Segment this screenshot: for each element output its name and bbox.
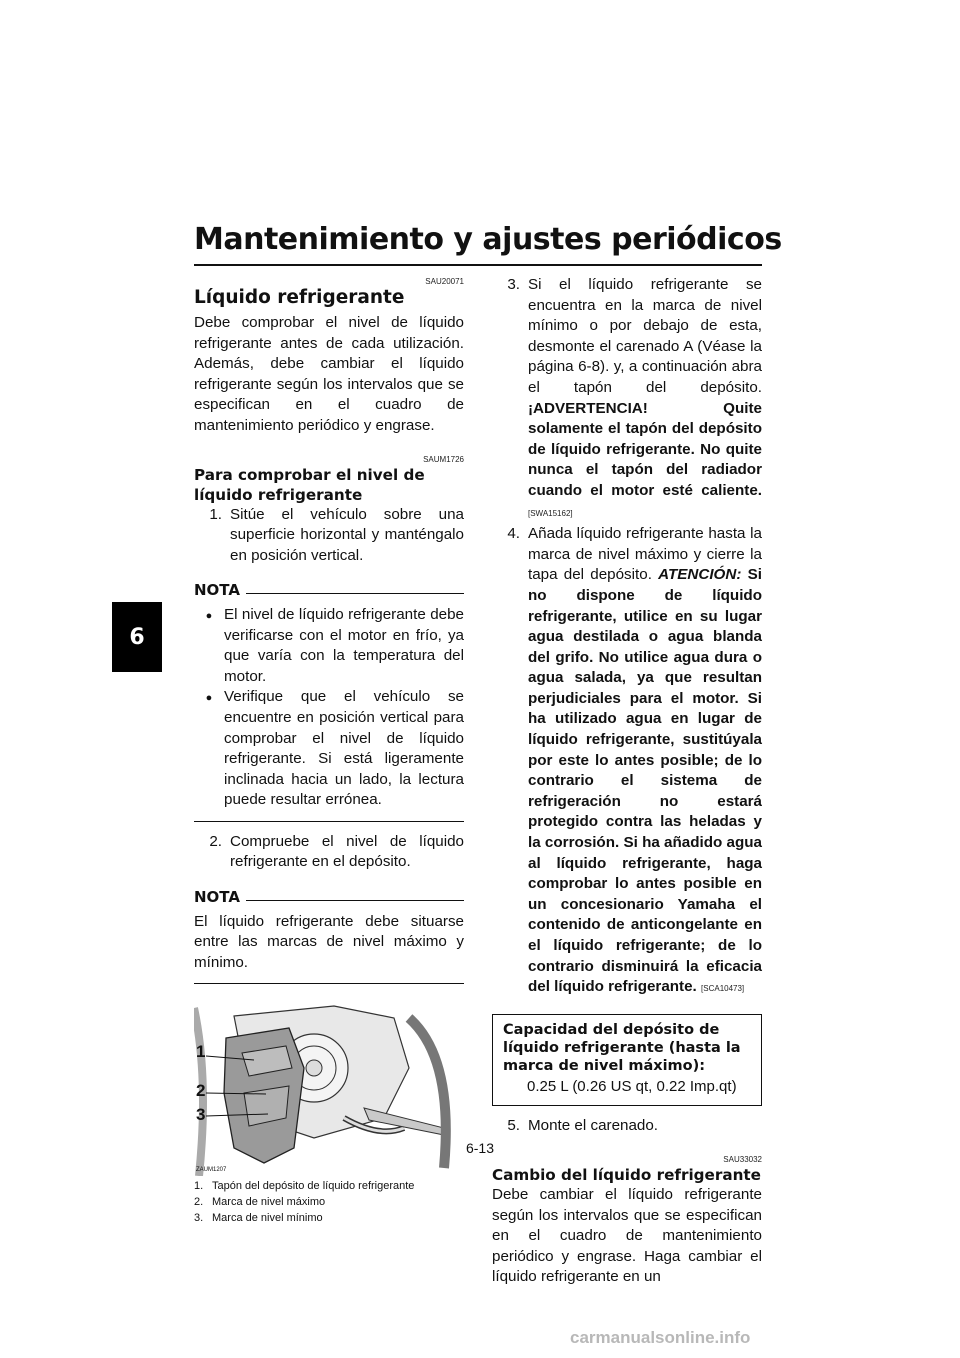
note-label: NOTA (194, 888, 240, 907)
callout-label-1: 1 (196, 1042, 206, 1062)
step-4 (492, 524, 762, 1000)
note-box-1 (194, 580, 464, 822)
note-rule (246, 900, 464, 901)
step-text: Sitúe el vehículo sobre una superficie horizontal y manténgalo en posición vertical. (230, 505, 464, 564)
left-column (194, 275, 464, 1226)
step-text: Añada líquido refrigerante hasta la marca de nivel máximo y cierre la tapa del depósito. ATENCIÓN: Si no dispone de líquido refrigerante, utilice en su lugar agua destilada o agua blanda del grifo. No utilice agua dura o agua salada, ya que resultan perjudiciales para el motor. Si ha utilizado agua en lugar de líquido refrigerante, sustitúyala por este lo antes posible; de lo contrario el sistema de refrigeración no estará protegido contra las heladas y la corrosión. Si ha añadido agua al líquido refrigerante, haga comprobar lo antes posible en un concesionario Yamaha el contenido de anticongelante en el líquido refrigerante; de lo contrario disminuirá la eficacia del líquido refrigerante. [SCA10473] (528, 525, 762, 996)
note-text: El líquido refrigerante debe situarse entre las marcas de nivel máximo y mínimo. (194, 912, 464, 971)
section-heading-2: Cambio del líquido refrigerante (492, 1165, 761, 1184)
change-coolant-paragraph: Debe cambiar el líquido refrigerante según los intervalos que se especifican en el cuadro de mantenimiento periódico y engrase. Haga cambiar el líquido refrigerante en un (492, 1185, 762, 1286)
step-text: Monte el carenado. (528, 1117, 659, 1135)
caption-item: 3. Marca de nivel mínimo (194, 1212, 323, 1225)
note-bullet (194, 687, 464, 811)
spec-value: 0.25 L (0.26 US qt, 0.22 Imp.qt) (527, 1077, 737, 1095)
callout-label-3: 3 (196, 1105, 206, 1125)
step-5 (492, 1116, 762, 1137)
attention-label: ATENCIÓN: (658, 566, 742, 584)
page-number: 6-13 (465, 1140, 495, 1156)
chapter-tab: 6 (112, 602, 162, 672)
intro-paragraph: Debe comprobar el nivel de líquido refrigerante antes de cada utilización. Además, debe cambiar el líquido refrigerante según los intervalos que se especifican en el cuadro de mantenimiento periódico y engrase. (194, 314, 464, 434)
spec-label: Capacidad del depósito de líquido refrigerante (hasta la marca de nivel máximo): (503, 1021, 741, 1074)
bullet-text: Verifique que el vehículo se encuentre en posición vertical para comprobar el nivel de líquido refrigerante. Si está ligeramente inclinada hacia un lado, la lectura puede resultar errónea. (224, 688, 464, 809)
step-number: 5. (507, 1117, 520, 1135)
footer-watermark: carmanualsonline.info (570, 1328, 751, 1347)
caption-item: 2. Marca de nivel máximo (194, 1196, 326, 1209)
caption-item: 1. Tapón del depósito de líquido refrigerante (194, 1180, 415, 1193)
section-heading: Líquido refrigerante (194, 287, 405, 308)
subsection-code: SAUM1726 (423, 454, 464, 464)
bullet-text: El nivel de líquido refrigerante debe verificarse con el motor en frío, ya que varía con la temperatura del motor. (224, 605, 464, 685)
step-number: 1. (209, 505, 222, 523)
note-box-2 (194, 887, 464, 984)
bullet-icon: ● (205, 692, 213, 705)
note-header (194, 887, 464, 908)
right-column (492, 275, 762, 1288)
figure-code: ZAUM1207 (196, 1167, 227, 1174)
note-header (194, 580, 464, 601)
step-number: 4. (507, 525, 520, 543)
note-label: NOTA (194, 581, 240, 600)
bullet-icon: ● (205, 609, 213, 622)
attention-code: [SCA10473] (701, 984, 745, 994)
warning-text: ¡ADVERTENCIA! Quite solamente el tapón del depósito de líquido refrigerante. No quite nunca el tapón del radiador cuando el motor esté caliente. (528, 399, 762, 499)
step-1 (194, 505, 464, 567)
step-2 (194, 832, 464, 873)
step-text: Si el líquido refrigerante se encuentra en la marca de nivel mínimo o por debajo de esta, desmonte el carenado A (Véase la página 6-8). y, a continuación abra el tapón del depósito. ¡ADVERTENCIA! Quite solamente el tapón del depósito de líquido refrigerante. No quite nunca el tapón del radiador cuando el motor esté caliente. [SWA15162] (528, 276, 762, 518)
step-text: Compruebe el nivel de líquido refrigerante en el depósito. (230, 832, 464, 871)
section-code-2: SAU33032 (723, 1154, 762, 1164)
warning-code: [SWA15162] (528, 508, 573, 518)
step-number: 3. (507, 276, 520, 293)
title-rule (194, 264, 762, 266)
subsection-heading: Para comprobar el nivel de líquido refrigerante (194, 465, 425, 504)
capacity-spec-box (492, 1014, 762, 1107)
figure-captions (194, 1178, 464, 1226)
callout-label-2: 2 (196, 1081, 206, 1101)
section-code: SAU20071 (425, 277, 464, 286)
page-title: Mantenimiento y ajustes periódicos (194, 222, 782, 257)
attention-text: Si no dispone de líquido refrigerante, utilice en su lugar agua destilada o agua blanda del grifo. No utilice agua dura o agua salada, ya que resultan perjudiciales para el motor. Si ha utilizado agua en lugar de líquido refrigerante, sustitúyala por este lo antes posible; de lo contrario el sistema de refrigeración no estará protegido contra las heladas y la corrosión. Si ha añadido agua al líquido refrigerante, haga comprobar lo antes posible en un concesionario Yamaha el contenido de anticongelante en el líquido refrigerante; de lo contrario disminuirá la eficacia del líquido refrigerante. (528, 566, 762, 996)
note-bullet (194, 605, 464, 687)
note-rule (246, 593, 464, 594)
step-number: 2. (209, 832, 222, 850)
step-3 (492, 275, 762, 524)
